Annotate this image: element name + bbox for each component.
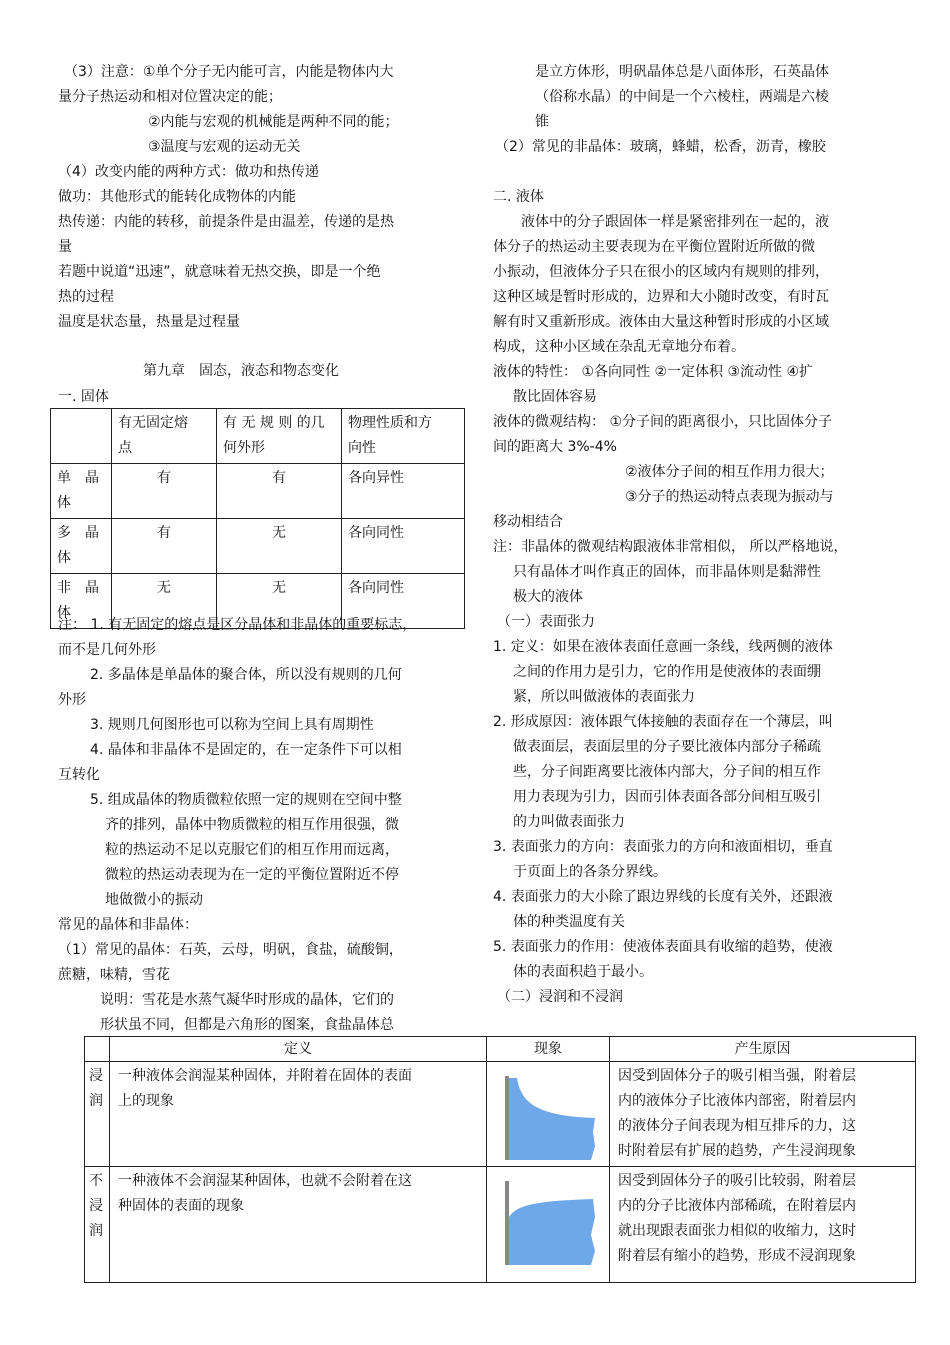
text-line: 间的距离大 3%-4%	[493, 439, 617, 455]
container-wall-icon	[505, 1076, 509, 1160]
text-line: （3）注意：①单个分子无内能可言，内能是物体内大	[64, 64, 394, 80]
row-label: 润	[89, 1223, 103, 1239]
table-row	[51, 464, 465, 519]
table-cell: 无	[112, 574, 217, 629]
row-label: 单 晶	[57, 470, 99, 486]
table-row	[51, 519, 465, 574]
text-line: （俗称水晶）的中间是一个六棱柱，两端是六棱	[535, 89, 829, 105]
table-cell: 无	[217, 519, 342, 574]
definition-text: 上的现象	[118, 1093, 174, 1109]
text-line: 液体中的分子跟固体一样是紧密排列在一起的，液	[521, 214, 829, 230]
text-line: 散比固体容易	[513, 389, 597, 405]
text-line: 1. 定义：如果在液体表面任意画一条线，线两侧的液体	[493, 639, 833, 655]
table-row	[85, 1167, 916, 1283]
definition-text: 一种液体不会润湿某种固体，也就不会附着在这	[118, 1173, 412, 1189]
header-cell: 向性	[348, 440, 376, 456]
text-line: 些，分子间距离要比液体内部大，分子间的相互作	[513, 764, 821, 780]
text-line: 做表面层，表面层里的分子要比液体内部分子稀疏	[513, 739, 821, 755]
definition-text: 一种液体会润湿某种固体，并附着在固体的表面	[118, 1068, 412, 1084]
text-line: ②液体分子间的相互作用力很大；	[625, 464, 834, 480]
row-label: 润	[89, 1093, 103, 1109]
text-line: 4. 晶体和非晶体不是固定的，在一定条件下可以相	[90, 742, 402, 758]
text-line: 热传递：内能的转移，前提条件是由温差，传递的是热	[58, 214, 394, 230]
cause-text: 就出现跟表面张力相似的收缩力，这时	[618, 1223, 856, 1239]
text-line: 微粒的热运动表现为在一定的平衡位置附近不停	[105, 867, 399, 883]
row-label: 浸	[89, 1068, 103, 1084]
text-line: 做功：其他形式的能转化成物体的内能	[58, 189, 296, 205]
text-line: 体的种类温度有关	[513, 914, 625, 930]
header-cell: 产生原因	[610, 1037, 916, 1062]
row-label: 体	[57, 605, 71, 621]
text-line: 3. 规则几何图形也可以称为空间上具有周期性	[90, 717, 374, 733]
text-line: 这种区域是暂时形成的，边界和大小随时改变，有时瓦	[493, 289, 829, 305]
text-line: 锥	[535, 114, 549, 130]
text-line: 齐的排列，晶体中物质微粒的相互作用很强，微	[105, 817, 399, 833]
cause-text: 内的液体分子比液体内部密，附着层内	[618, 1093, 856, 1109]
wetting-phenomenon-image	[495, 1072, 601, 1160]
row-label: 浸	[89, 1198, 103, 1214]
wetting-table	[84, 1036, 916, 1283]
text-line: 小振动，但液体分子只在很小的区域内有规则的排列，	[493, 264, 829, 280]
text-line: 用力表现为引力，因而引体表面各部分间相互吸引	[513, 789, 821, 805]
liquid-surface-icon	[509, 1199, 595, 1265]
text-line: 3. 表面张力的方向：表面张力的方向和液面相切，垂直	[493, 839, 833, 855]
table-cell: 各向同性	[342, 519, 465, 574]
text-line: 5. 表面张力的作用：使液体表面具有收缩的趋势，使液	[493, 939, 833, 955]
row-label: 多 晶	[57, 525, 99, 541]
table-header-row	[51, 409, 465, 464]
text-line: 移动相结合	[493, 514, 563, 530]
text-line: 常见的晶体和非晶体：	[58, 917, 198, 933]
text-line: 液体的微观结构： ①分子间的距离很小，只比固体分子	[493, 414, 832, 430]
cause-text: 时附着层有扩展的趋势，产生浸润现象	[618, 1143, 856, 1159]
header-cell: 点	[118, 440, 132, 456]
text-line: 地做微小的振动	[105, 892, 203, 908]
text-line: 体的表面积趋于最小。	[513, 964, 653, 980]
row-label: 不	[89, 1173, 103, 1189]
header-cell: 何外形	[223, 440, 265, 456]
text-line: 量	[58, 239, 72, 255]
row-label: 体	[57, 495, 71, 511]
text-line: 2. 多晶体是单晶体的聚合体，所以没有规则的几何	[90, 667, 402, 683]
text-line: 形状虽不同，但都是六角形的图案，食盐晶体总	[100, 1017, 394, 1033]
subsection-heading: （二）浸润和不浸润	[497, 989, 623, 1005]
text-line: 极大的液体	[513, 589, 583, 605]
text-line: 注： 1. 有无固定的熔点是区分晶体和非晶体的重要标志，	[58, 617, 417, 633]
container-wall-icon	[505, 1181, 509, 1265]
cause-text: 因受到固体分子的吸引比较弱，附着层	[618, 1173, 856, 1189]
text-line: 之间的作用力是引力，它的作用是使液体的表面绷	[513, 664, 821, 680]
text-line: ②内能与宏观的机械能是两种不同的能；	[148, 114, 399, 130]
table-cell: 各向同性	[342, 574, 465, 629]
text-line: 蔗糖，味精，雪花	[58, 967, 170, 983]
table-cell: 有	[112, 519, 217, 574]
text-line: 若题中说道“迅速”，就意味着无热交换，即是一个绝	[58, 264, 381, 280]
header-cell: 有 无 规 则 的几	[223, 415, 325, 431]
text-line: ③分子的热运动特点表现为振动与	[625, 489, 834, 505]
header-cell: 现象	[487, 1037, 610, 1062]
text-line: 粒的热运动不足以克服它们的相互作用而远离，	[105, 842, 399, 858]
table-cell: 各向异性	[342, 464, 465, 519]
text-line: 是立方体形，明矾晶体总是八面体形，石英晶体	[535, 64, 829, 80]
text-line: 紧，所以叫做液体的表面张力	[513, 689, 695, 705]
text-line: （2）常见的非晶体：玻璃，蜂蜡，松香，沥青，橡胶	[495, 139, 826, 155]
text-line: 的力叫做表面张力	[513, 814, 625, 830]
table-cell: 有	[217, 464, 342, 519]
text-line: ③温度与宏观的运动无关	[148, 139, 301, 155]
text-line: 液体的特性： ①各向同性 ②一定体积 ③流动性 ④扩	[493, 364, 814, 380]
text-line: 构成，这种小区域在杂乱无章地分布着。	[493, 339, 745, 355]
header-cell: 有无固定熔	[118, 415, 188, 431]
cause-text: 内的分子比液体内部稀疏，在附着层内	[618, 1198, 856, 1214]
solid-table	[50, 408, 465, 629]
text-line: 注：非晶体的微观结构跟液体非常相似， 所以严格地说，	[493, 539, 848, 555]
definition-text: 种固体的表面的现象	[118, 1198, 244, 1214]
text-line: 外形	[58, 692, 86, 708]
table-cell: 无	[217, 574, 342, 629]
text-line: 量分子热运动和相对位置决定的能；	[58, 89, 282, 105]
section-heading: 一. 固体	[58, 389, 109, 405]
row-label: 非 晶	[57, 580, 99, 596]
non-wetting-phenomenon-image	[495, 1177, 601, 1265]
section-heading: 二. 液体	[493, 189, 544, 205]
text-line: 5. 组成晶体的物质微粒依照一定的规则在空间中整	[90, 792, 402, 808]
text-line: 解有时又重新形成。液体由大量这种暂时形成的小区域	[493, 314, 829, 330]
text-line: 只有晶体才叫作真正的固体，而非晶体则是黏滞性	[513, 564, 821, 580]
chapter-title: 第九章 固态，液态和物态变化	[143, 363, 339, 379]
cause-text: 因受到固体分子的吸引相当强，附着层	[618, 1068, 856, 1084]
text-line: 互转化	[58, 767, 100, 783]
text-line: 于页面上的各条分界线。	[513, 864, 667, 880]
table-header-row	[85, 1037, 916, 1062]
text-line: （4）改变内能的两种方式：做功和热传递	[58, 164, 319, 180]
text-line: 热的过程	[58, 289, 114, 305]
cause-text: 的液体分子间表现为相互排斥的力，这	[618, 1118, 856, 1134]
text-line: 2. 形成原因：液体跟气体接触的表面存在一个薄层，叫	[493, 714, 833, 730]
table-row	[85, 1062, 916, 1167]
table-cell: 有	[112, 464, 217, 519]
text-line: 体分子的热运动主要表现为在平衡位置附近所做的微	[493, 239, 815, 255]
text-line: 说明：雪花是水蒸气凝华时形成的晶体，它们的	[100, 992, 394, 1008]
liquid-surface-icon	[509, 1078, 595, 1160]
header-cell: 定义	[110, 1037, 487, 1062]
row-label: 体	[57, 550, 71, 566]
text-line: （1）常见的晶体：石英，云母，明矾，食盐，硫酸铜，	[58, 942, 403, 958]
subsection-heading: （一）表面张力	[497, 614, 595, 630]
header-cell: 物理性质和方	[348, 415, 432, 431]
text-line: 温度是状态量，热量是过程量	[58, 314, 240, 330]
cause-text: 附着层有缩小的趋势，形成不浸润现象	[618, 1248, 856, 1264]
text-line: 而不是几何外形	[58, 642, 156, 658]
text-line: 4. 表面张力的大小除了跟边界线的长度有关外，还跟液	[493, 889, 833, 905]
